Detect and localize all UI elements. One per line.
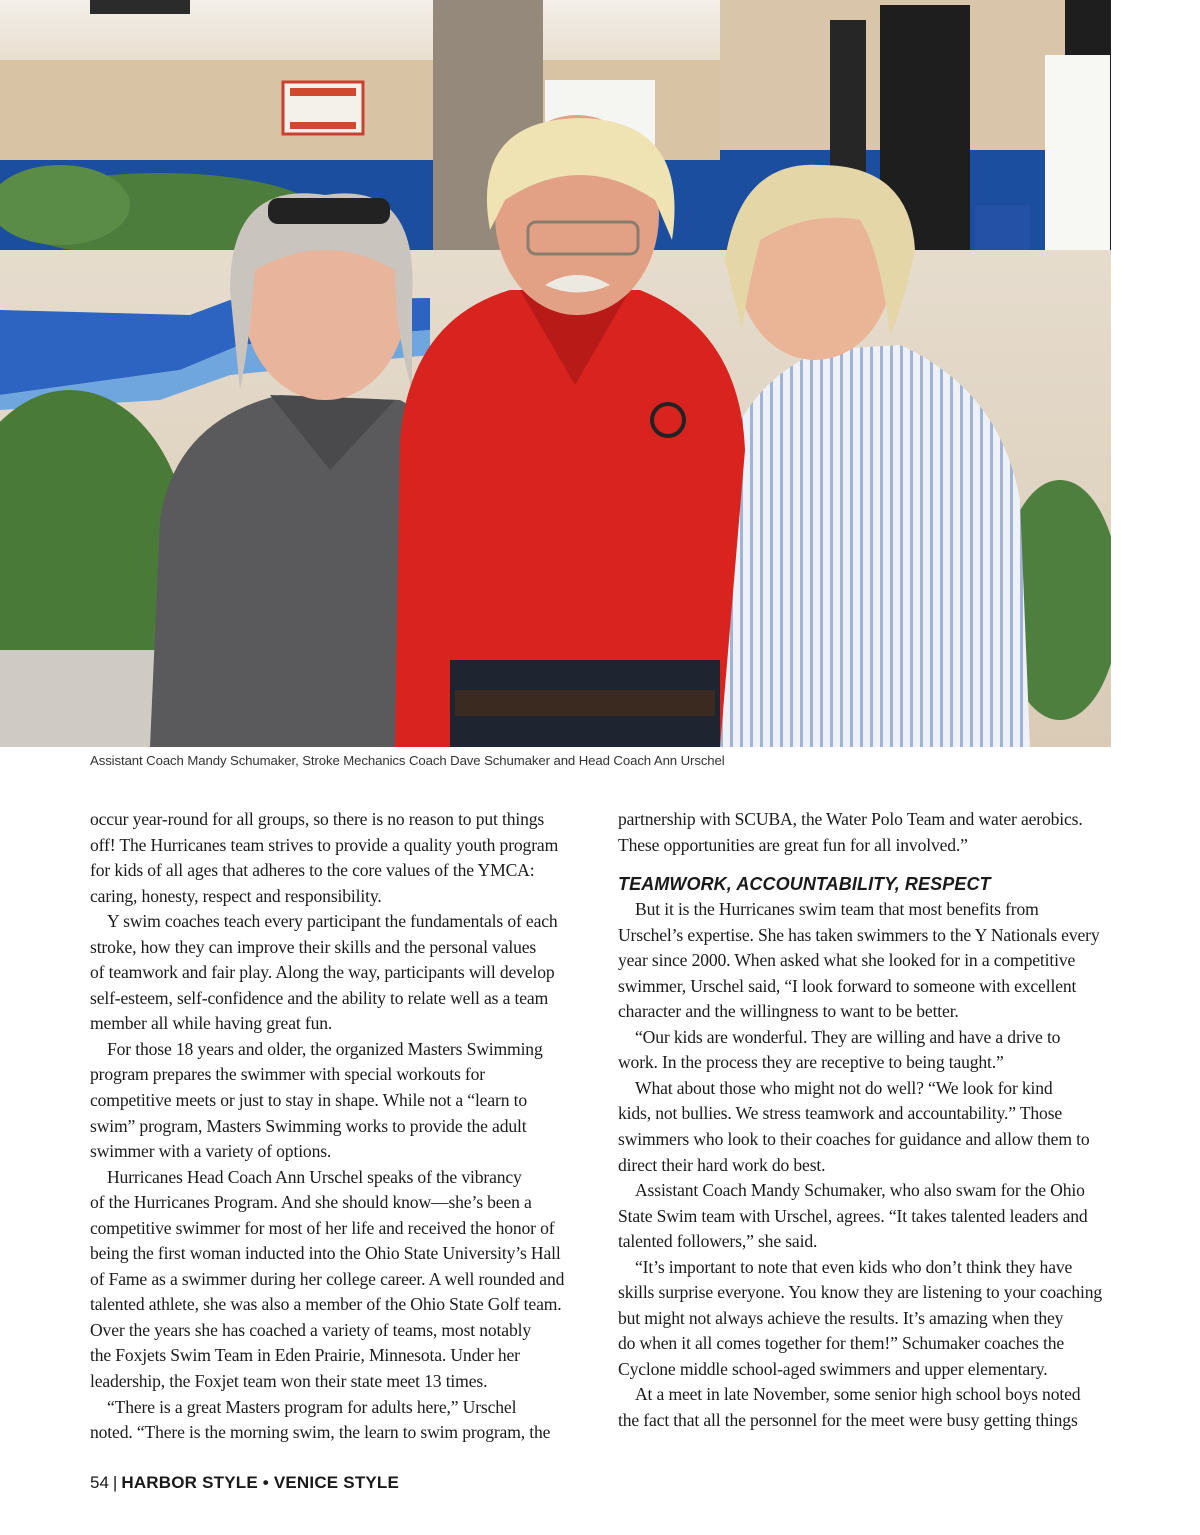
text-line: year since 2000. When asked what she looked for in a competitive <box>618 950 1076 971</box>
text-line: for kids of all ages that adheres to the core values of the YMCA: <box>90 860 535 881</box>
text-line: competitive swimmer for most of her life and received the honor of <box>90 1217 555 1238</box>
coaches-photo <box>0 0 1111 747</box>
text-line: Hurricanes Head Coach Ann Urschel speaks of the vibrancy <box>107 1166 522 1187</box>
text-line: member all while having great fun. <box>90 1013 333 1034</box>
photo-caption: Assistant Coach Mandy Schumaker, Stroke Mechanics Coach Dave Schumaker and Head Coach Ann Urschel <box>90 753 725 768</box>
text-line: work. In the process they are receptive to being taught.” <box>618 1052 1004 1073</box>
text-line: self-esteem, self-confidence and the ability to relate well as a team <box>90 987 549 1008</box>
paragraph <box>90 909 590 1037</box>
text-line: character and the willingness to want to be better. <box>618 1001 959 1022</box>
text-line: of the Hurricanes Program. And she should know—she’s been a <box>90 1192 532 1213</box>
paragraph <box>90 807 590 909</box>
coaches-photo-illustration <box>0 0 1111 747</box>
magazine-name: HARBOR STYLE • VENICE STYLE <box>121 1473 400 1492</box>
text-line: For those 18 years and older, the organized Masters Swimming <box>107 1038 543 1059</box>
paragraph <box>618 1076 1118 1178</box>
text-line: being the first woman inducted into the Ohio State University’s Hall <box>90 1243 561 1264</box>
footer-separator: | <box>112 1473 118 1492</box>
section-subhead: TEAMWORK, ACCOUNTABILITY, RESPECT <box>618 874 991 895</box>
page-number: 54 <box>90 1473 109 1492</box>
page-footer <box>90 1473 399 1493</box>
text-line: off! The Hurricanes team strives to provide a quality youth program <box>90 834 559 855</box>
text-line: caring, honesty, respect and responsibility. <box>90 885 382 906</box>
text-line: direct their hard work do best. <box>618 1154 826 1175</box>
paragraph <box>90 1395 590 1446</box>
text-line: do when it all comes together for them!” Schumaker coaches the <box>618 1333 1065 1354</box>
text-line: At a meet in late November, some senior high school boys noted <box>635 1384 1081 1405</box>
text-line: leadership, the Foxjet team won their state meet 13 times. <box>90 1371 488 1392</box>
text-line: State Swim team with Urschel, agrees. “It takes talented leaders and <box>618 1205 1088 1226</box>
text-line: Over the years she has coached a variety of teams, most notably <box>90 1319 531 1340</box>
text-line: talented followers,” she said. <box>618 1231 818 1252</box>
text-line: the fact that all the personnel for the meet were busy getting things <box>618 1410 1078 1431</box>
text-line: of teamwork and fair play. Along the way, participants will develop <box>90 962 555 983</box>
article-column-left <box>90 807 590 1446</box>
text-line: but might not always achieve the results. It’s amazing when they <box>618 1307 1064 1328</box>
text-line: swim” program, Masters Swimming works to provide the adult <box>90 1115 527 1136</box>
text-line: But it is the Hurricanes swim team that most benefits from <box>635 899 1039 920</box>
text-line: These opportunities are great fun for all involved.” <box>618 834 968 855</box>
paragraph <box>618 897 1118 1025</box>
text-line: kids, not bullies. We stress teamwork and accountability.” Those <box>618 1103 1063 1124</box>
paragraph <box>90 1165 590 1395</box>
paragraph <box>618 1382 1118 1433</box>
text-line: What about those who might not do well? “We look for kind <box>635 1077 1053 1098</box>
text-line: noted. “There is the morning swim, the learn to swim program, the <box>90 1422 551 1443</box>
paragraph <box>618 1178 1118 1255</box>
text-line: Assistant Coach Mandy Schumaker, who also swam for the Ohio <box>635 1180 1085 1201</box>
text-line: skills surprise everyone. You know they are listening to your coaching <box>618 1282 1102 1303</box>
text-line: occur year-round for all groups, so there is no reason to put things <box>90 809 545 829</box>
text-line: talented athlete, she was also a member of the Ohio State Golf team. <box>90 1294 562 1315</box>
text-line: competitive meets or just to stay in shape. While not a “learn to <box>90 1090 527 1111</box>
paragraph <box>90 1037 590 1165</box>
text-line: “There is a great Masters program for adults here,” Urschel <box>107 1396 517 1417</box>
text-line: Cyclone middle school-aged swimmers and upper elementary. <box>618 1358 1048 1379</box>
paragraph <box>618 1025 1118 1076</box>
text-line: partnership with SCUBA, the Water Polo Team and water aerobics. <box>618 809 1083 829</box>
paragraph <box>618 1255 1118 1383</box>
article-column-right <box>618 807 1118 1434</box>
text-line: program prepares the swimmer with special workouts for <box>90 1064 485 1085</box>
text-line: swimmer with a variety of options. <box>90 1141 332 1162</box>
text-line: “It’s important to note that even kids who don’t think they have <box>635 1256 1073 1277</box>
text-line: of Fame as a swimmer during her college career. A well rounded and <box>90 1268 565 1289</box>
text-line: “Our kids are wonderful. They are willing and have a drive to <box>635 1026 1061 1047</box>
text-line: Y swim coaches teach every participant the fundamentals of each <box>107 911 558 932</box>
paragraph <box>618 807 1118 858</box>
text-line: Urschel’s expertise. She has taken swimmers to the Y Nationals every <box>618 924 1100 945</box>
text-line: the Foxjets Swim Team in Eden Prairie, Minnesota. Under her <box>90 1345 520 1366</box>
text-line: stroke, how they can improve their skills and the personal values <box>90 936 537 957</box>
text-line: swimmer, Urschel said, “I look forward to someone with excellent <box>618 975 1077 996</box>
text-line: swimmers who look to their coaches for guidance and allow them to <box>618 1129 1090 1150</box>
